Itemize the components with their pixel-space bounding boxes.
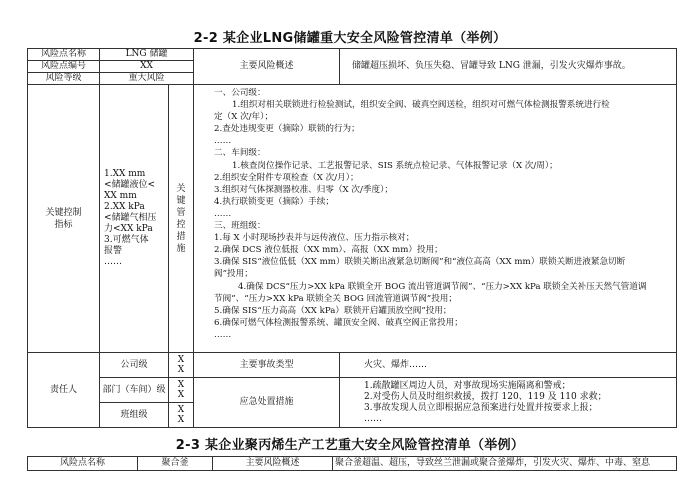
resp-mark: X	[177, 415, 185, 425]
responsible-label: 责任人	[28, 353, 100, 428]
table-title-lng: 2-2 某企业LNG储罐重大安全风险管控清单（举例）	[193, 31, 507, 46]
risk-level-value: 重大风险	[100, 73, 194, 85]
control-line: 6.确保可燃气体检测报警系统、罐顶安全阀、破真空阀正常投用；	[214, 317, 463, 328]
resp-level-dept: 部门（车间）级	[100, 378, 169, 403]
control-line: 2.组织安全附件专项检查（X 次/月）；	[214, 172, 359, 183]
resp-mark: X	[177, 380, 185, 390]
indicator-line: <储罐气相压	[104, 213, 157, 223]
pp-risk-name-label: 风险点名称	[28, 457, 138, 471]
key-measure-list	[194, 85, 677, 353]
risk-name-value: LNG 储罐	[100, 49, 194, 61]
risk-level-label: 风险等级	[28, 73, 100, 85]
control-line: 三、班组级：	[214, 221, 266, 232]
control-line: 3.组织对气体探测器校准、归零（X 次/季度）；	[214, 184, 393, 195]
control-line: 1.组织对相关联锁进行检验测试，组织安全阀、破真空阀送检，组织对可燃气体检测报警系统进行检	[232, 100, 610, 111]
resp-mark-cell	[169, 353, 194, 378]
control-line: ……	[214, 136, 232, 147]
lng-risk-table	[27, 48, 677, 428]
control-line: 4.确保 DCS“压力>XX kPa 联锁全开 BOG 流出管道调节阀”、“压力>XX kPa 联锁全关补压天然气管道调	[238, 281, 647, 292]
pp-risk-name-value: 聚合釜	[138, 457, 213, 471]
indicator-line: XX mm	[104, 191, 137, 201]
emergency-line: 1.疏散罐区周边人员，对事故现场实施隔离和警戒；	[364, 380, 571, 391]
resp-mark: X	[177, 355, 185, 365]
control-line: 1.核查岗位操作记录、工艺报警记录、SIS 系统点检记录、气体报警记录（X 次/周）；	[232, 160, 558, 171]
risk-code-label: 风险点编号	[28, 61, 100, 73]
emergency-line: 2.对受伤人员及时组织救援，拨打 120、119 及 110 求救；	[364, 391, 607, 402]
control-line: 节阀”、“压力>XX kPa 联锁全关 BOG 回流管道调节阀”投用；	[214, 293, 457, 304]
table-title-pp: 2-3 某企业聚丙烯生产工艺重大安全风险管控清单（举例）	[175, 438, 525, 453]
indicator-line: <储罐液位<	[104, 180, 156, 190]
control-line: ……	[214, 208, 232, 219]
control-line: 2.确保 DCS 液位低报（XX mm）、高报（XX mm）投用；	[214, 245, 443, 256]
accident-type-value: 火灾、爆炸……	[340, 353, 677, 378]
control-line: 一、公司级：	[214, 88, 266, 98]
control-line: ……	[214, 329, 232, 340]
resp-mark: X	[177, 405, 185, 415]
emergency-list	[340, 378, 677, 428]
control-line: 阀”投用；	[214, 269, 253, 280]
key-indicator-label: 关键控制指标	[28, 85, 100, 353]
resp-mark: X	[177, 390, 185, 400]
emergency-line: ……	[364, 413, 383, 424]
pp-risk-table	[27, 456, 677, 471]
resp-mark-cell	[169, 378, 194, 403]
resp-level-company: 公司级	[100, 353, 169, 378]
main-overview-value: 储罐超压损坏、负压失稳、冒罐导致 LNG 泄漏，引发火灾爆炸事故。	[340, 49, 677, 85]
control-line: 二、车间级：	[214, 148, 266, 159]
pp-overview-label: 主要风险概述	[213, 457, 333, 471]
accident-type-label: 主要事故类型	[194, 353, 340, 378]
indicator-line: ……	[104, 257, 122, 267]
indicator-line: 报警	[104, 246, 123, 256]
risk-name-label: 风险点名称	[28, 49, 100, 61]
risk-code-value: XX	[100, 61, 194, 73]
indicator-line: 力<XX kPa	[104, 224, 153, 234]
indicator-line: 2.XX kPa	[104, 202, 145, 212]
indicator-line: 1.XX mm	[104, 169, 146, 179]
key-indicator-list	[100, 85, 169, 353]
control-line: 定（X 次/年）；	[214, 112, 274, 123]
control-line: 4.执行联锁变更（摘除）手续；	[214, 196, 334, 207]
control-line: 1.每 X 小时现场抄表并与远传液位、压力指示核对；	[214, 233, 415, 244]
resp-mark: X	[177, 365, 185, 375]
control-line: 5.确保 SIS“压力高高（XX kPa）联锁开启罐顶放空阀”投用；	[214, 305, 452, 316]
indicator-line: 3.可燃气体	[104, 235, 149, 245]
key-measure-label: 关键管控措施	[169, 85, 194, 353]
emergency-label: 应急处置措施	[194, 378, 340, 428]
resp-level-team: 班组级	[100, 403, 169, 428]
main-overview-label: 主要风险概述	[194, 49, 340, 85]
emergency-line: 3.事故发现人员立即根据应急预案进行处置并按要求上报；	[364, 402, 598, 413]
pp-overview-value: 聚合釜超温、超压，导致丝兰泄漏或聚合釜爆炸，引发火灾、爆炸、中毒、窒息	[333, 457, 677, 471]
control-line: 3.确保 SIS“液位低低（XX mm）联锁关断出液紧急切断阀”和“液位高高（XX mm）联锁关断进液紧急切断	[214, 257, 626, 268]
resp-mark-cell	[169, 403, 194, 428]
control-line: 2.查处违规变更（摘除）联锁的行为；	[214, 124, 360, 135]
